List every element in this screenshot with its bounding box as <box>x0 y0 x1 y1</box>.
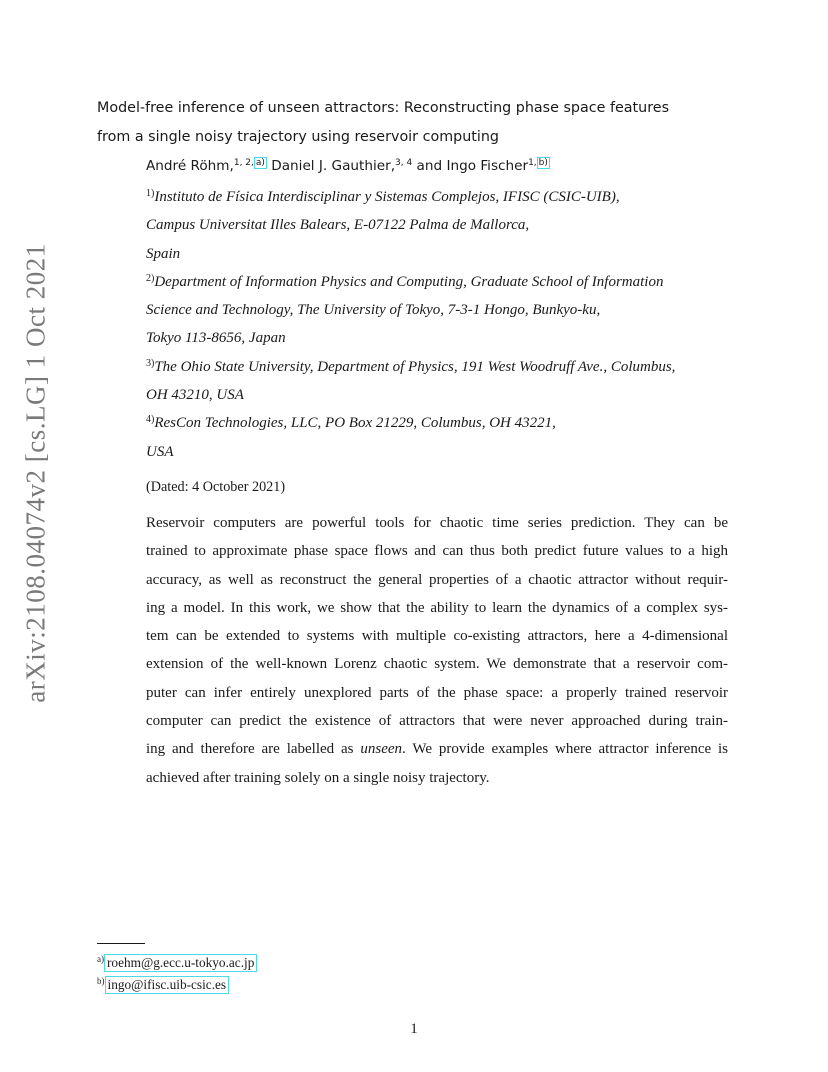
author-gauthier: Daniel J. Gauthier, <box>266 158 396 174</box>
abstract-line: ing and therefore are labelled as unseen. We provide examples where attractor inference is <box>146 741 728 758</box>
affiliation-4-line-2: USA <box>146 443 174 460</box>
affiliation-1-line-2: Campus Universitat Illes Balears, E-07122 Palma de Mallorca, <box>146 217 530 234</box>
affiliation-2-line-3: Tokyo 113-8656, Japan <box>146 330 286 347</box>
affiliation-2-number: 2) <box>146 272 155 284</box>
author-rohm-affil: 1, 2, a) <box>233 158 265 168</box>
footnote-b-email-link[interactable]: ingo@ifisc.uib-csic.es <box>105 976 230 994</box>
author-fischer-affil: 1, b) <box>528 158 548 168</box>
abstract-line: tem can be extended to systems with multiple co-existing attractors, here a 4-dimensional <box>146 628 728 645</box>
footnote-link-b[interactable]: b) <box>538 158 548 168</box>
arxiv-identifier-text: arXiv:2108.04074v2 [cs.LG] 1 Oct 2021 <box>20 243 51 703</box>
footnote-b <box>97 974 257 996</box>
abstract-line: puter can infer entirely unexplored parts of the phase space: a properly trained reservoir <box>146 684 728 701</box>
footnote-b-mark: b) <box>97 976 105 986</box>
abstract-line: trained to approximate phase space flows and can thus both predict future values to a high <box>146 543 728 560</box>
abstract-line: accuracy, as well as reconstruct the general properties of a chaotic attractor without requir- <box>146 571 728 588</box>
abstract-line: Reservoir computers are powerful tools for chaotic time series prediction. They can be <box>146 515 728 531</box>
affiliation-3-line-2: OH 43210, USA <box>146 387 244 404</box>
abstract <box>146 509 728 792</box>
affiliation-1-line-3: Spain <box>146 245 181 262</box>
author-list <box>146 156 550 176</box>
affiliation-3-number: 3) <box>146 357 155 369</box>
paper-title <box>97 94 737 151</box>
author-gauthier-affil: 3, 4 <box>395 158 413 168</box>
footnote-divider <box>97 943 145 944</box>
affiliation-1-number: 1) <box>146 188 155 199</box>
footnote-a-email-link[interactable]: roehm@g.ecc.u-tokyo.ac.jp <box>104 954 257 972</box>
date-line: (Dated: 4 October 2021) <box>146 479 286 495</box>
affiliation-2-line-2: Science and Technology, The University of Tokyo, 7-3-1 Hongo, Bunkyo-ku, <box>146 302 601 319</box>
footnote-a <box>97 952 257 974</box>
title-line-2: from a single noisy trajectory using reservoir computing <box>97 128 499 145</box>
abstract-line: achieved after training solely on a single noisy trajectory. <box>146 769 490 786</box>
footnote-link-a[interactable]: a) <box>255 158 265 168</box>
affiliations <box>146 183 746 466</box>
emphasis-unseen: unseen <box>360 741 403 758</box>
affiliation-1-line-1: $^{1)}$Instituto de Física Interdisciplinar y Sistemas Complejos, IFISC (CSIC-UIB), <box>146 188 620 205</box>
author-fischer: and Ingo Fischer <box>412 158 529 174</box>
footnotes <box>97 952 257 996</box>
abstract-line: computer can predict the existence of attractors that were never approached during train- <box>146 713 728 730</box>
author-rohm: André Röhm, <box>146 158 234 174</box>
affiliation-3-line-1: $^{3)}$The Ohio State University, Department of Physics, 191 West Woodruff Ave., Columbus, <box>146 357 676 375</box>
affiliation-4-number: 4) <box>146 414 155 426</box>
title-line-1: Model-free inference of unseen attractors: Reconstructing phase space features <box>97 100 670 116</box>
abstract-line: ing a model. In this work, we show that the ability to learn the dynamics of a complex sys- <box>146 599 728 616</box>
page-number: 1 <box>410 1021 418 1037</box>
affiliation-2-line-1: $^{2)}$Department of Information Physics and Computing, Graduate School of Information <box>146 272 664 290</box>
abstract-line: extension of the well-known Lorenz chaotic system. We demonstrate that a reservoir com- <box>146 656 728 673</box>
footnote-a-mark: a) <box>97 954 104 964</box>
affiliation-4-line-1: $^{4)}$ResCon Technologies, LLC, PO Box 21229, Columbus, OH 43221, <box>146 414 556 432</box>
arxiv-identifier-stamp <box>0 0 70 1072</box>
